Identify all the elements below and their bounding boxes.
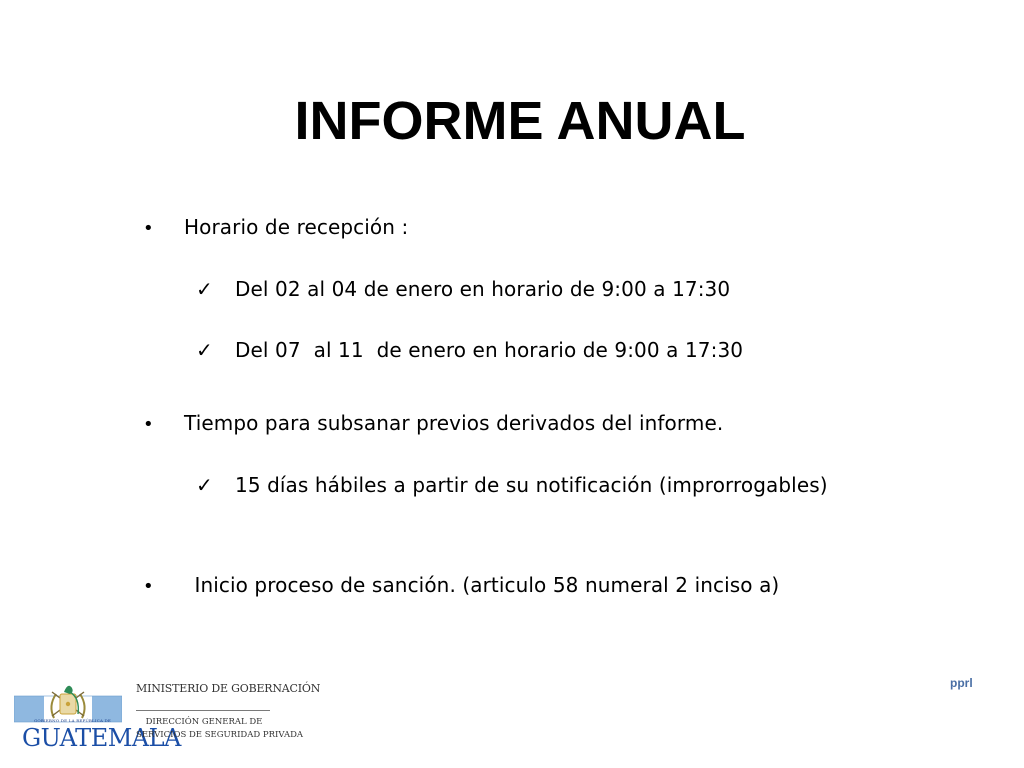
ministry-name: MINISTERIO DE GOBERNACIÓN [136, 682, 321, 695]
checkmark-icon: ✓ [196, 338, 213, 362]
list-item-tiempo-subsanar: Tiempo para subsanar previos derivados del informe. [184, 411, 724, 435]
bullet-icon: • [143, 576, 154, 597]
gobierno-label: GOBIERNO DE LA REPÚBLICA DE [34, 718, 112, 723]
list-item-horario: Horario de recepción : [184, 215, 409, 239]
list-subitem-dias-habiles: 15 días hábiles a partir de su notificación (improrrogables) [235, 473, 828, 497]
directorate-line-1: DIRECCIÓN GENERAL DE [145, 717, 263, 727]
directorate-line-2: SERVICIOS DE SEGURIDAD PRIVADA [136, 730, 304, 740]
list-item-inicio-sancion: Inicio proceso de sanción. (articulo 58 numeral 2 inciso a) [188, 573, 780, 597]
corner-tag: pprl [950, 676, 973, 690]
country-wordmark: GUATEMALA [22, 724, 181, 752]
ministry-logo [14, 672, 321, 758]
bullet-icon: • [143, 218, 154, 239]
directorate-name [136, 716, 304, 742]
checkmark-icon: ✓ [196, 473, 213, 497]
checkmark-icon: ✓ [196, 277, 213, 301]
divider [136, 710, 270, 711]
bullet-icon: • [143, 414, 154, 435]
slide-title: INFORME ANUAL [294, 91, 746, 151]
list-subitem-enero-02-04: Del 02 al 04 de enero en horario de 9:00 a 17:30 [235, 277, 731, 301]
list-subitem-enero-07-11: Del 07 al 11 de enero en horario de 9:00 a 17:30 [235, 338, 744, 362]
